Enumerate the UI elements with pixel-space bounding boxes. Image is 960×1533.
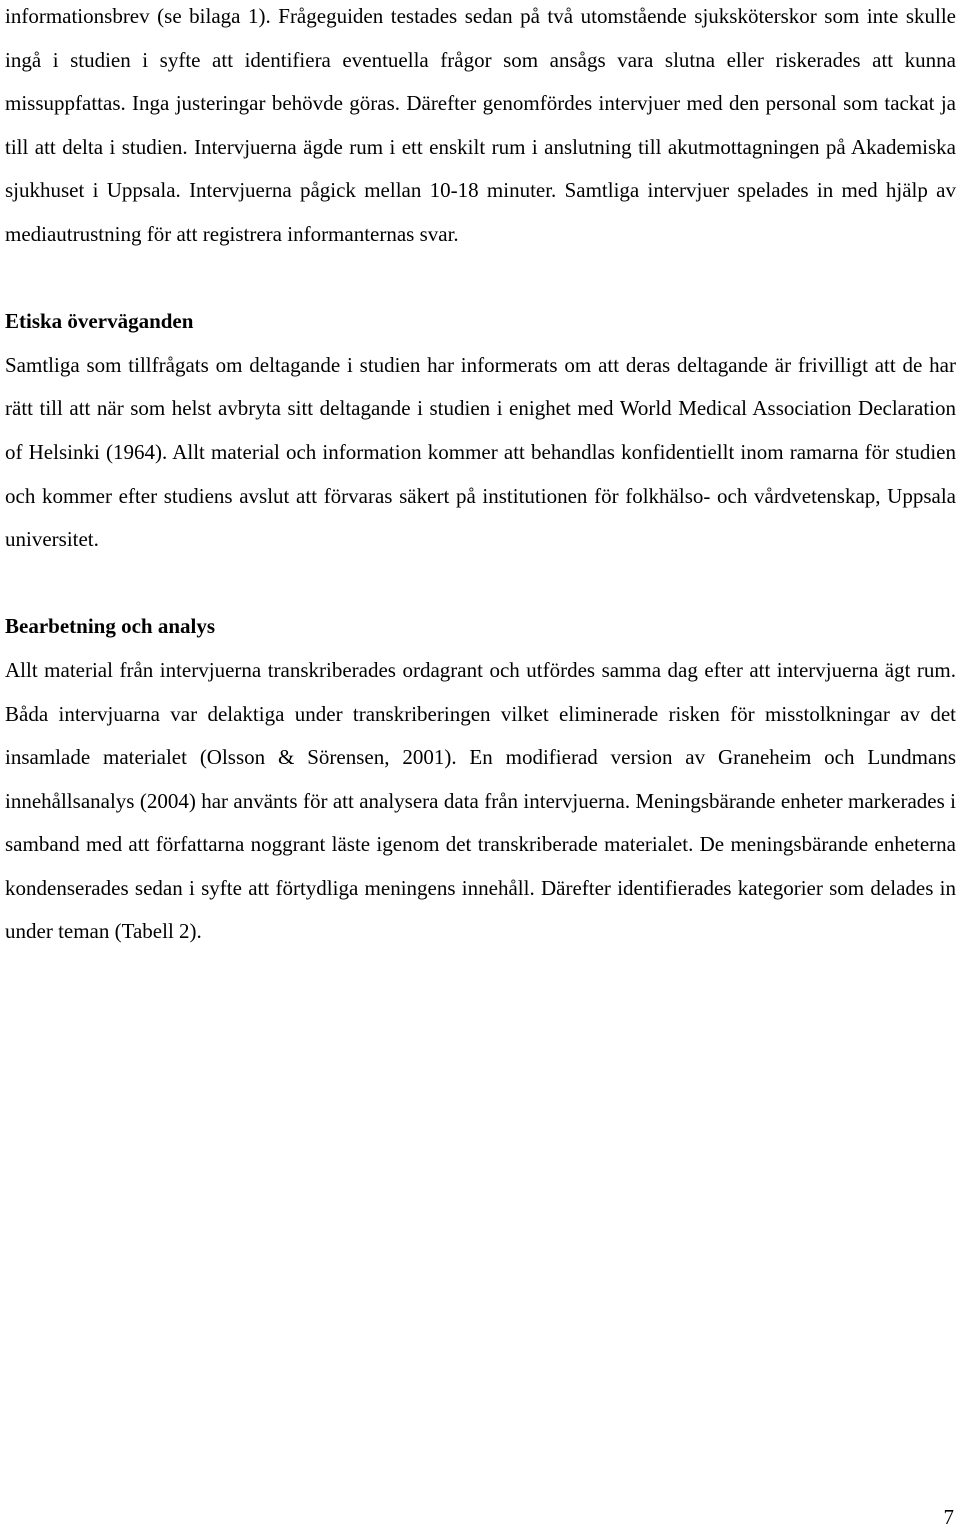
intro-paragraph: informationsbrev (se bilaga 1). Frågeguiden testades sedan på två utomstående sjuksköterskor som inte skulle ingå i studien i syfte att identifiera eventuella frågor som ansågs vara slutna eller riskerades att kunna missuppfattas. Inga justeringar behövde göras. Därefter genomfördes intervjuer med den personal som tackat ja till att delta i studien. Intervjuerna ägde rum i ett enskilt rum i anslutning till akutmottagningen på Akademiska sjukhuset i Uppsala. Intervjuerna pågick mellan 10-18 minuter. Samtliga intervjuer spelades in med hjälp av mediautrustning för att registrera informanternas svar.	[5, 4, 956, 246]
section-heading-analysis: Bearbetning och analys	[5, 614, 216, 639]
document-page	[5, 0, 956, 954]
page-number: 7	[943, 1505, 954, 1529]
paragraph-spacer	[5, 257, 956, 301]
section-heading-ethics: Etiska överväganden	[5, 309, 194, 334]
paragraph-spacer	[5, 562, 956, 606]
section-body-ethics: Samtliga som tillfrågats om deltagande i studien har informerats om att deras deltagande är frivilligt att de har rätt till att när som helst avbryta sitt deltagande i studien i enighet med World Medical Association Declaration of Helsinki (1964). Allt material och information kommer att behandlas konfidentiellt inom ramarna för studien och kommer efter studiens avslut att förvaras säkert på institutionen för folkhälso- och vårdvetenskap, Uppsala universitet.	[5, 352, 956, 552]
section-body-analysis: Allt material från intervjuerna transkriberades ordagrant och utfördes samma dag efter att intervjuerna ägt rum. Båda intervjuarna var delaktiga under transkriberingen vilket eliminerade risken för misstolkningar av det insamlade materialet (Olsson & Sörensen, 2001). En modifierad version av Graneheim och Lundmans innehållsanalys (2004) har använts för att analysera data från intervjuerna. Meningsbärande enheter markerades i samband med att författarna noggrant läste igenom det transkriberade materialet. De meningsbärande enheterna kondenserades sedan i syfte att förtydliga meningens innehåll. Därefter identifierades kategorier som delades in under teman (Tabell 2).	[5, 657, 956, 944]
